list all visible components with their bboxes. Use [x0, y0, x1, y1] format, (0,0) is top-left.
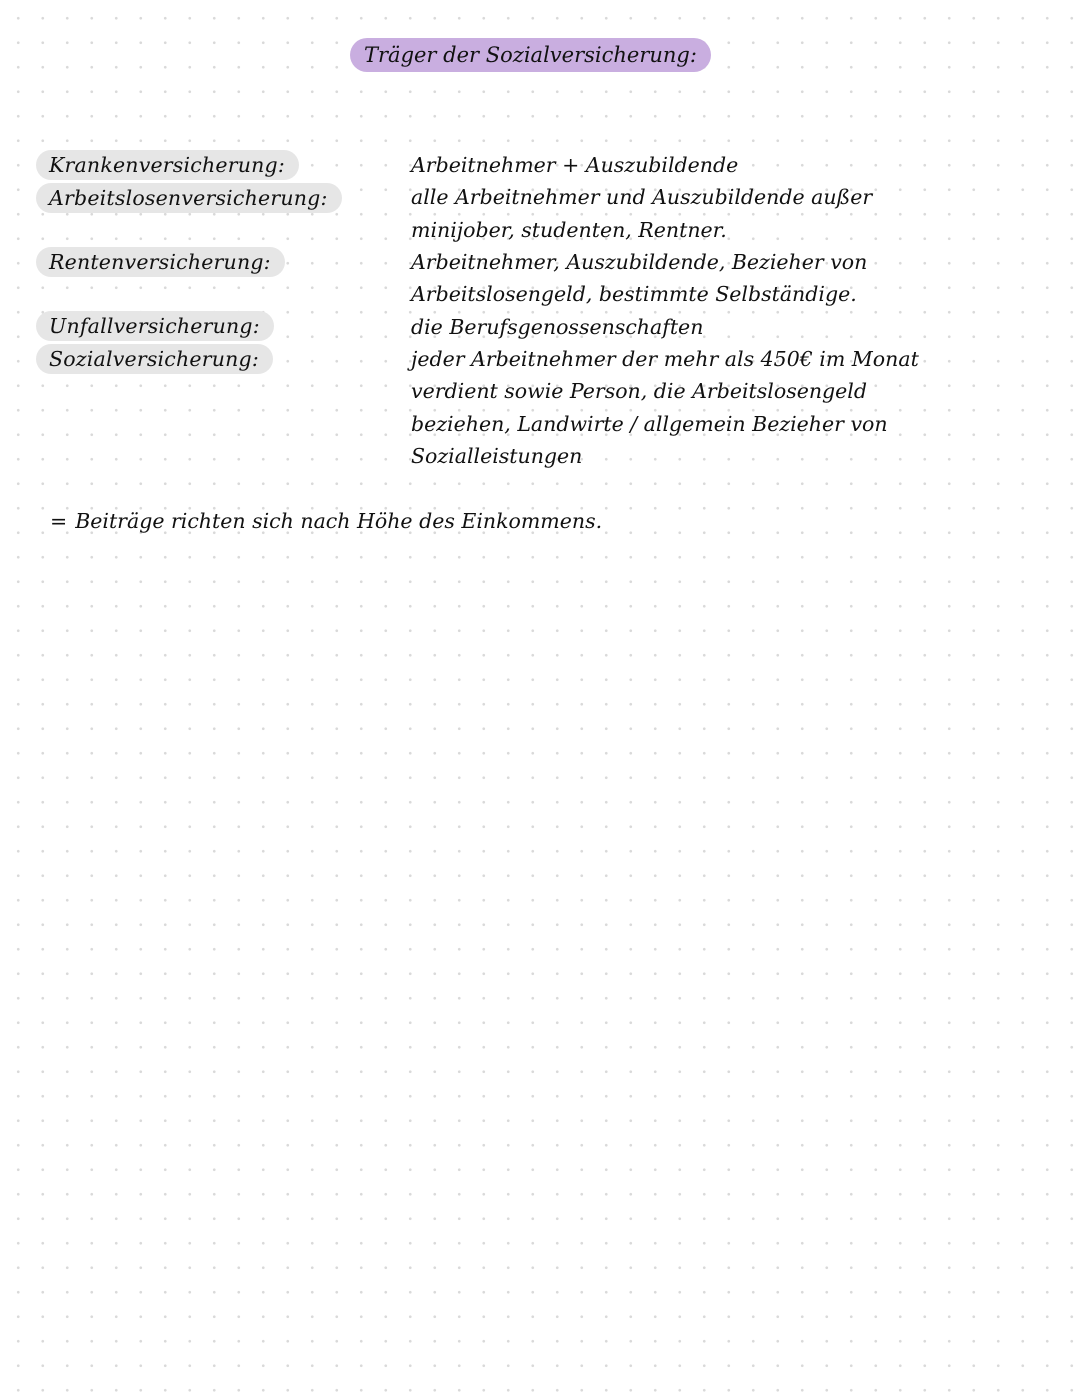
- desc-line-renten-2: Arbeitslosengeld, bestimmte Selbständige.: [411, 282, 857, 306]
- label-sozialversicherung: Sozialversicherung:: [36, 344, 273, 374]
- page-title: Träger der Sozialversicherung:: [350, 38, 711, 72]
- summary-line: [50, 505, 602, 537]
- equals-sign: =: [50, 509, 68, 533]
- desc-line-sozial-3: beziehen, Landwirte / allgemein Bezieher von: [411, 412, 888, 436]
- label-arbeitslosenversicherung: Arbeitslosenversicherung:: [36, 183, 342, 213]
- desc-line-sozial-4: Sozialleistungen: [411, 444, 583, 468]
- desc-line-arbeitslosen-2: minijober, studenten, Rentner.: [411, 218, 727, 242]
- label-rentenversicherung: Rentenversicherung:: [36, 247, 285, 277]
- label-krankenversicherung: Krankenversicherung:: [36, 150, 299, 180]
- desc-line-arbeitslosen-1: alle Arbeitnehmer und Auszubildende außer: [411, 185, 873, 209]
- desc-line-kranken: Arbeitnehmer + Auszubildende: [411, 153, 739, 177]
- desc-line-unfall: die Berufsgenossenschaften: [411, 315, 704, 339]
- desc-line-sozial-1: jeder Arbeitnehmer der mehr als 450€ im Monat: [411, 347, 919, 371]
- summary-text: Beiträge richten sich nach Höhe des Einkommens.: [75, 509, 603, 533]
- desc-line-sozial-2: verdient sowie Person, die Arbeitslosengeld: [411, 379, 867, 403]
- label-unfallversicherung: Unfallversicherung:: [36, 311, 274, 341]
- desc-line-renten-1: Arbeitnehmer, Auszubildende, Bezieher von: [411, 250, 868, 274]
